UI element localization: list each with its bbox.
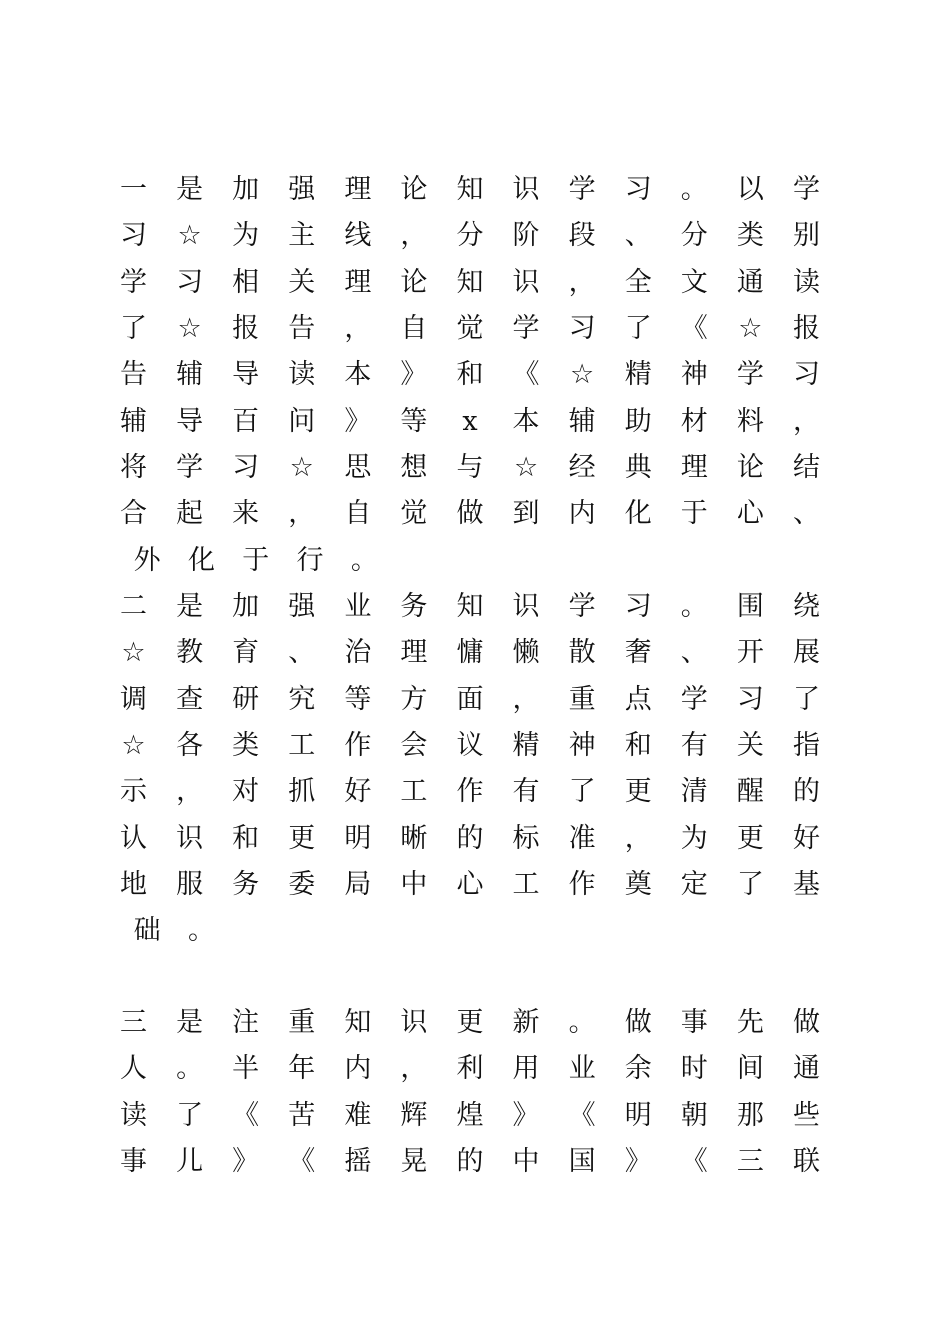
text-line xyxy=(120,1046,820,1092)
text-char: 觉 xyxy=(456,313,484,345)
text-line xyxy=(120,1000,820,1046)
text-char: 一 xyxy=(120,174,147,206)
text-char: 《 xyxy=(232,1099,260,1131)
text-char: 学 xyxy=(568,591,596,623)
text-char: 理 xyxy=(344,266,372,298)
text-char: 作 xyxy=(456,776,484,808)
text-line xyxy=(120,167,820,213)
text-char: 慵 xyxy=(456,637,484,669)
text-char: 了 xyxy=(176,1099,204,1131)
text-char: ☆ xyxy=(289,451,314,483)
text-char: 习 xyxy=(568,313,596,345)
text-char: 明 xyxy=(624,1099,652,1131)
text-char: 面 xyxy=(456,683,484,715)
text-char: 到 xyxy=(512,498,540,530)
text-char: 思 xyxy=(344,451,372,483)
text-char: 助 xyxy=(624,405,652,437)
text-char: 开 xyxy=(736,637,764,669)
text-char: 余 xyxy=(624,1053,652,1085)
text-char: 主 xyxy=(288,220,316,252)
text-char: ， xyxy=(568,266,596,298)
text-char: 标 xyxy=(512,822,540,854)
text-char: 重 xyxy=(288,1007,316,1039)
text-char: 散 xyxy=(568,637,596,669)
text-char: 知 xyxy=(456,591,484,623)
text-char: 内 xyxy=(568,498,596,530)
text-char: 晃 xyxy=(400,1146,428,1178)
text-char: 习 xyxy=(232,451,260,483)
text-char: 论 xyxy=(400,266,428,298)
text-char: 读 xyxy=(288,359,316,391)
text-char: 那 xyxy=(736,1099,764,1131)
text-char: 业 xyxy=(344,591,372,623)
text-char: 是 xyxy=(176,174,204,206)
text-char: 通 xyxy=(736,266,764,298)
text-char: 的 xyxy=(792,776,820,808)
text-char: 论 xyxy=(400,174,428,206)
text-char: ☆ xyxy=(513,451,539,483)
text-char: 苦 xyxy=(288,1099,316,1131)
text-char: 告 xyxy=(288,313,316,345)
text-char: 问 xyxy=(288,405,316,437)
text-char: 等 xyxy=(344,683,372,715)
text-char: 本 xyxy=(512,405,540,437)
text-char: 《 xyxy=(680,1146,708,1178)
text-char: 展 xyxy=(792,637,820,669)
text-line xyxy=(120,213,820,259)
text-char: 定 xyxy=(680,868,708,900)
text-char: 线 xyxy=(344,220,372,252)
text-char: 点 xyxy=(624,683,652,715)
text-char: 分 xyxy=(680,220,708,252)
text-char: 抓 xyxy=(288,776,316,808)
text-char: 重 xyxy=(568,683,596,715)
text-char: x xyxy=(462,405,478,437)
text-char: 作 xyxy=(344,730,372,762)
text-char: 知 xyxy=(344,1007,372,1039)
text-line xyxy=(120,352,820,398)
text-char: 加 xyxy=(232,591,260,623)
text-char: 工 xyxy=(512,868,540,900)
text-char: 》 xyxy=(400,359,428,391)
text-line xyxy=(120,815,820,861)
text-char: 理 xyxy=(400,637,428,669)
text-char: 辅 xyxy=(568,405,596,437)
text-char: 和 xyxy=(456,359,484,391)
text-char: 准 xyxy=(568,822,596,854)
text-char: 读 xyxy=(120,1099,147,1131)
text-char: 习 xyxy=(792,359,820,391)
text-char: ， xyxy=(344,313,372,345)
text-char: 二 xyxy=(120,591,147,623)
text-char: 了 xyxy=(120,313,147,345)
text-line xyxy=(120,908,820,954)
text-char: 国 xyxy=(568,1146,596,1178)
text-char: 煌 xyxy=(456,1099,484,1131)
text-char: 内 xyxy=(344,1053,372,1085)
text-char: 工 xyxy=(400,776,428,808)
text-char: 心 xyxy=(456,868,484,900)
text-char: 分 xyxy=(456,220,484,252)
text-char: 报 xyxy=(792,313,820,345)
text-char: 难 xyxy=(344,1099,372,1131)
text-char: 自 xyxy=(344,498,372,530)
text-char: 、 xyxy=(680,637,708,669)
text-char: 和 xyxy=(624,730,652,762)
text-char: 是 xyxy=(176,591,204,623)
text-char: 。 xyxy=(176,1053,204,1085)
text-char: 儿 xyxy=(176,1146,204,1178)
text-char: 服 xyxy=(176,868,204,900)
text-char: 醒 xyxy=(736,776,764,808)
text-char: 懒 xyxy=(512,637,540,669)
text-char: 有 xyxy=(680,730,708,762)
text-char: 些 xyxy=(792,1099,820,1131)
text-char: 。 xyxy=(680,591,708,623)
text-char: 本 xyxy=(344,359,372,391)
text-char: 更 xyxy=(288,822,316,854)
text-char: 行 xyxy=(296,544,324,576)
text-char: 做 xyxy=(624,1007,652,1039)
text-char: 强 xyxy=(288,174,316,206)
text-char: 论 xyxy=(736,451,764,483)
text-char: 典 xyxy=(624,451,652,483)
text-char: 认 xyxy=(120,822,147,854)
text-char: 晰 xyxy=(400,822,428,854)
text-char: ☆ xyxy=(121,637,146,669)
text-char: 摇 xyxy=(344,1146,372,1178)
text-line xyxy=(120,723,820,769)
text-char: 基 xyxy=(792,868,820,900)
text-char: 习 xyxy=(624,174,652,206)
text-char: ， xyxy=(400,1053,428,1085)
text-char: 更 xyxy=(736,822,764,854)
text-char: 与 xyxy=(456,451,484,483)
text-char: 学 xyxy=(680,683,708,715)
text-char: 务 xyxy=(400,591,428,623)
text-char: 知 xyxy=(456,266,484,298)
text-char: 的 xyxy=(456,1146,484,1178)
text-char: 方 xyxy=(400,683,428,715)
text-char: 做 xyxy=(456,498,484,530)
text-char: 议 xyxy=(456,730,484,762)
text-char: ， xyxy=(288,498,316,530)
text-char: 加 xyxy=(232,174,260,206)
text-char: 对 xyxy=(232,776,260,808)
text-char: 识 xyxy=(512,266,540,298)
text-char: 文 xyxy=(680,266,708,298)
text-char: 注 xyxy=(232,1007,260,1039)
text-char: 。 xyxy=(568,1007,596,1039)
text-char: 》 xyxy=(344,405,372,437)
text-char: 化 xyxy=(187,544,215,576)
text-char: ， xyxy=(176,776,204,808)
text-char: 会 xyxy=(400,730,428,762)
text-char: 示 xyxy=(120,776,147,808)
text-char: 习 xyxy=(176,266,204,298)
text-char: 全 xyxy=(624,266,652,298)
text-char: ☆ xyxy=(570,359,595,391)
text-char: 将 xyxy=(120,451,147,483)
text-line xyxy=(120,260,820,306)
text-char: 利 xyxy=(456,1053,484,1085)
text-char: 知 xyxy=(456,174,484,206)
text-char: 围 xyxy=(736,591,764,623)
text-char: 有 xyxy=(512,776,540,808)
text-char: ， xyxy=(792,405,820,437)
text-char: 业 xyxy=(568,1053,596,1085)
text-char: 来 xyxy=(232,498,260,530)
text-char: ☆ xyxy=(738,313,763,345)
text-char: 学 xyxy=(568,174,596,206)
text-char: 起 xyxy=(176,498,204,530)
text-char: 奠 xyxy=(624,868,652,900)
text-char: 》 xyxy=(512,1099,540,1131)
paragraph-business-study xyxy=(120,584,820,954)
text-char: 《 xyxy=(512,359,540,391)
text-char: 地 xyxy=(120,868,147,900)
text-line xyxy=(120,1093,820,1139)
text-char: 更 xyxy=(456,1007,484,1039)
text-char: 自 xyxy=(400,313,428,345)
text-char: 材 xyxy=(680,405,708,437)
text-char: 相 xyxy=(232,266,260,298)
text-char: 研 xyxy=(232,683,260,715)
text-char: 》 xyxy=(232,1146,260,1178)
text-char: 学 xyxy=(792,174,820,206)
text-char: 时 xyxy=(680,1053,708,1085)
text-char: 和 xyxy=(232,822,260,854)
text-char: 类 xyxy=(232,730,260,762)
text-char: 读 xyxy=(792,266,820,298)
text-char: 》 xyxy=(624,1146,652,1178)
text-char: 辅 xyxy=(120,405,147,437)
text-char: 识 xyxy=(512,174,540,206)
text-char: 通 xyxy=(792,1053,820,1085)
text-char: 类 xyxy=(736,220,764,252)
text-line xyxy=(120,584,820,630)
text-char: 好 xyxy=(344,776,372,808)
text-char: ， xyxy=(400,220,428,252)
text-char: 是 xyxy=(176,1007,204,1039)
text-line xyxy=(120,491,820,537)
text-char: 学 xyxy=(512,313,540,345)
text-char: 清 xyxy=(680,776,708,808)
text-char: 想 xyxy=(400,451,428,483)
text-char: 教 xyxy=(176,637,204,669)
text-char: 了 xyxy=(624,313,652,345)
text-line xyxy=(120,677,820,723)
text-char: 报 xyxy=(232,313,260,345)
text-char: 育 xyxy=(232,637,260,669)
text-line xyxy=(120,537,820,583)
text-char: 中 xyxy=(512,1146,540,1178)
text-char: 告 xyxy=(120,359,147,391)
text-char: 奢 xyxy=(624,637,652,669)
paragraph-knowledge-update xyxy=(120,1000,820,1185)
text-char: 习 xyxy=(624,591,652,623)
text-char: 《 xyxy=(568,1099,596,1131)
text-line xyxy=(120,306,820,352)
text-char: 辅 xyxy=(176,359,204,391)
text-char: 绕 xyxy=(792,591,820,623)
text-char: 中 xyxy=(400,868,428,900)
text-char: 间 xyxy=(736,1053,764,1085)
text-char: 百 xyxy=(232,405,260,437)
text-char: 合 xyxy=(120,498,147,530)
text-char: 等 xyxy=(400,405,428,437)
text-char: 联 xyxy=(792,1146,820,1178)
text-char: 治 xyxy=(344,637,372,669)
text-char: 化 xyxy=(624,498,652,530)
text-char: 精 xyxy=(624,359,652,391)
text-char: 了 xyxy=(736,868,764,900)
text-char: 三 xyxy=(120,1007,147,1039)
text-char: 础 xyxy=(133,915,161,947)
text-line xyxy=(120,862,820,908)
text-char: 导 xyxy=(232,359,260,391)
text-line xyxy=(120,769,820,815)
text-line xyxy=(120,445,820,491)
text-char: 学 xyxy=(176,451,204,483)
text-char: 理 xyxy=(344,174,372,206)
text-char: 、 xyxy=(288,637,316,669)
text-char: 辉 xyxy=(400,1099,428,1131)
text-char: 识 xyxy=(512,591,540,623)
text-char: 事 xyxy=(120,1146,147,1178)
text-char: 识 xyxy=(176,822,204,854)
text-char: 局 xyxy=(344,868,372,900)
text-char: 强 xyxy=(288,591,316,623)
text-char: 明 xyxy=(344,822,372,854)
text-char: 料 xyxy=(736,405,764,437)
text-char: 更 xyxy=(624,776,652,808)
text-char: 半 xyxy=(232,1053,260,1085)
text-char: ☆ xyxy=(177,220,202,252)
text-char: 阶 xyxy=(512,220,540,252)
text-char: 做 xyxy=(792,1007,820,1039)
text-char: 为 xyxy=(232,220,260,252)
text-char: 。 xyxy=(680,174,708,206)
text-char: 新 xyxy=(512,1007,540,1039)
text-char: 委 xyxy=(288,868,316,900)
text-char: 好 xyxy=(792,822,820,854)
text-char: 了 xyxy=(792,683,820,715)
text-char: 关 xyxy=(288,266,316,298)
text-char: 各 xyxy=(176,730,204,762)
paragraph-theory-study xyxy=(120,167,820,584)
text-char: 经 xyxy=(568,451,596,483)
text-char: 为 xyxy=(680,822,708,854)
text-char: ， xyxy=(624,822,652,854)
text-char: 理 xyxy=(680,451,708,483)
text-line xyxy=(120,1139,820,1185)
text-char: 《 xyxy=(288,1146,316,1178)
text-char: 、 xyxy=(624,220,652,252)
text-char: 。 xyxy=(187,915,215,947)
text-char: 事 xyxy=(680,1007,708,1039)
text-char: 导 xyxy=(176,405,204,437)
text-char: 三 xyxy=(736,1146,764,1178)
text-char: 《 xyxy=(680,313,708,345)
text-char: 别 xyxy=(792,220,820,252)
text-char: ， xyxy=(512,683,540,715)
text-char: 朝 xyxy=(680,1099,708,1131)
text-char: 以 xyxy=(736,174,764,206)
text-char: 究 xyxy=(288,683,316,715)
text-char: 于 xyxy=(242,544,270,576)
text-char: 作 xyxy=(568,868,596,900)
text-char: 精 xyxy=(512,730,540,762)
text-char: 人 xyxy=(120,1053,147,1085)
text-char: 段 xyxy=(568,220,596,252)
text-char: 先 xyxy=(736,1007,764,1039)
text-line xyxy=(120,398,820,444)
text-char: 用 xyxy=(512,1053,540,1085)
text-char: 了 xyxy=(568,776,596,808)
text-char: 工 xyxy=(288,730,316,762)
text-char: 习 xyxy=(120,220,147,252)
text-char: 外 xyxy=(133,544,161,576)
text-char: 于 xyxy=(680,498,708,530)
text-char: 觉 xyxy=(400,498,428,530)
text-char: 神 xyxy=(680,359,708,391)
text-char: 查 xyxy=(176,683,204,715)
text-char: 习 xyxy=(736,683,764,715)
text-char: 神 xyxy=(568,730,596,762)
text-char: 的 xyxy=(456,822,484,854)
text-char: 指 xyxy=(792,730,820,762)
text-char: 年 xyxy=(288,1053,316,1085)
text-char: 。 xyxy=(350,544,378,576)
text-char: 学 xyxy=(120,266,147,298)
text-char: 识 xyxy=(400,1007,428,1039)
text-char: 心 xyxy=(736,498,764,530)
text-char: 、 xyxy=(792,498,820,530)
text-char: 关 xyxy=(736,730,764,762)
text-char: ☆ xyxy=(177,313,202,345)
text-line xyxy=(120,630,820,676)
text-char: ☆ xyxy=(121,730,146,762)
text-char: 学 xyxy=(736,359,764,391)
text-char: 结 xyxy=(792,451,820,483)
text-char: 务 xyxy=(232,868,260,900)
text-char: 调 xyxy=(120,683,147,715)
